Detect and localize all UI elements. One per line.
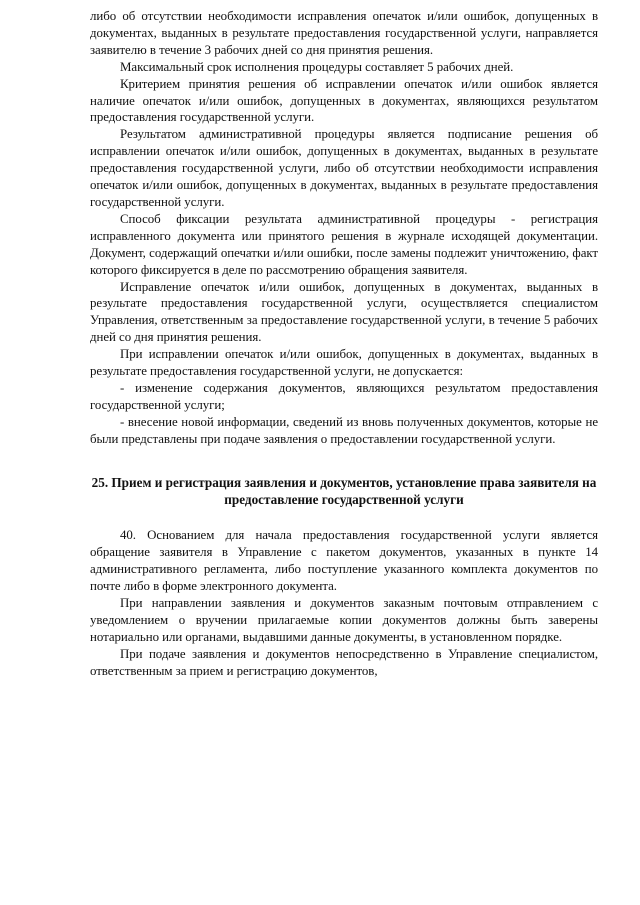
list-item-new-information: - внесение новой информации, сведений из вновь полученных документов, которые не были представлены при подаче заявления о предоставлении государственной услуги. [90, 414, 598, 446]
paragraph-procedure-result: Результатом административной процедуры является подписание решения об исправлении опечаток и/или ошибок, допущенных в документах, выданных в результате предоставления государственной услуги, либо об отсутствии необходимости исправления опечаток и/или ошибок, допущенных в документах, выданных в результате предоставления государственной услуги. [90, 127, 598, 209]
paragraph-fixation-method: Способ фиксации результата административной процедуры - регистрация исправленного документа или принятого решения в журнале исходящей документации. Документ, содержащий опечатки и/или ошибки, после замены подлежит уничтожению, факт которого фиксируется в деле по рассмотрению обращения заявителя. [90, 211, 598, 277]
paragraph-decision-criterion: Критерием принятия решения об исправлении опечаток и/или ошибок является наличие опечаток и/или ошибок, допущенных в документах, являющихся результатом предоставления государственной услуги. [90, 76, 598, 125]
list-item-content-change: - изменение содержания документов, являющихся результатом предоставления государственной услуги; [90, 380, 598, 412]
paragraph-correction-execution: Исправление опечаток и/или ошибок, допущенных в документах, выданных в результате предоставления государственной услуги, осуществляется специалистом Управления, ответственным за предоставление государственной услуги, в течение 5 рабочих дней со дня принятия решения. [90, 279, 598, 345]
paragraph-not-allowed-intro: При исправлении опечаток и/или ошибок, допущенных в документах, выданных в результате предоставления государственной услуги, не допускается: [90, 347, 598, 379]
paragraph-max-term: Максимальный срок исполнения процедуры составляет 5 рабочих дней. [120, 59, 514, 74]
paragraph-direct-submission: При подаче заявления и документов непосредственно в Управление специалистом, ответственным за прием и регистрацию документов, [90, 646, 598, 678]
paragraph-40-grounds: 40. Основанием для начала предоставления государственной услуги является обращение заявителя в Управление с пакетом документов, указанных в пункте 14 административного регламента, либо поступление указанного комплекта документов по почте либо в форме электронного документа. [90, 528, 598, 594]
section-heading: 25. Прием и регистрация заявления и документов, установление права заявителя на предоставление государственной услуги [91, 474, 597, 507]
paragraph-postal-submission: При направлении заявления и документов заказным почтовым отправлением с уведомлением о вручении прилагаемые копии документов должны быть заверены нотариально или органами, выдавшими данные документы, в установленном порядке. [90, 596, 598, 644]
paragraph-continuation: либо об отсутствии необходимости исправления опечаток и/или ошибок, допущенных в документах, выданных в результате предоставления государственной услуги, направляется заявителю в течение 3 рабочих дней со дня принятия решения. [90, 9, 598, 57]
